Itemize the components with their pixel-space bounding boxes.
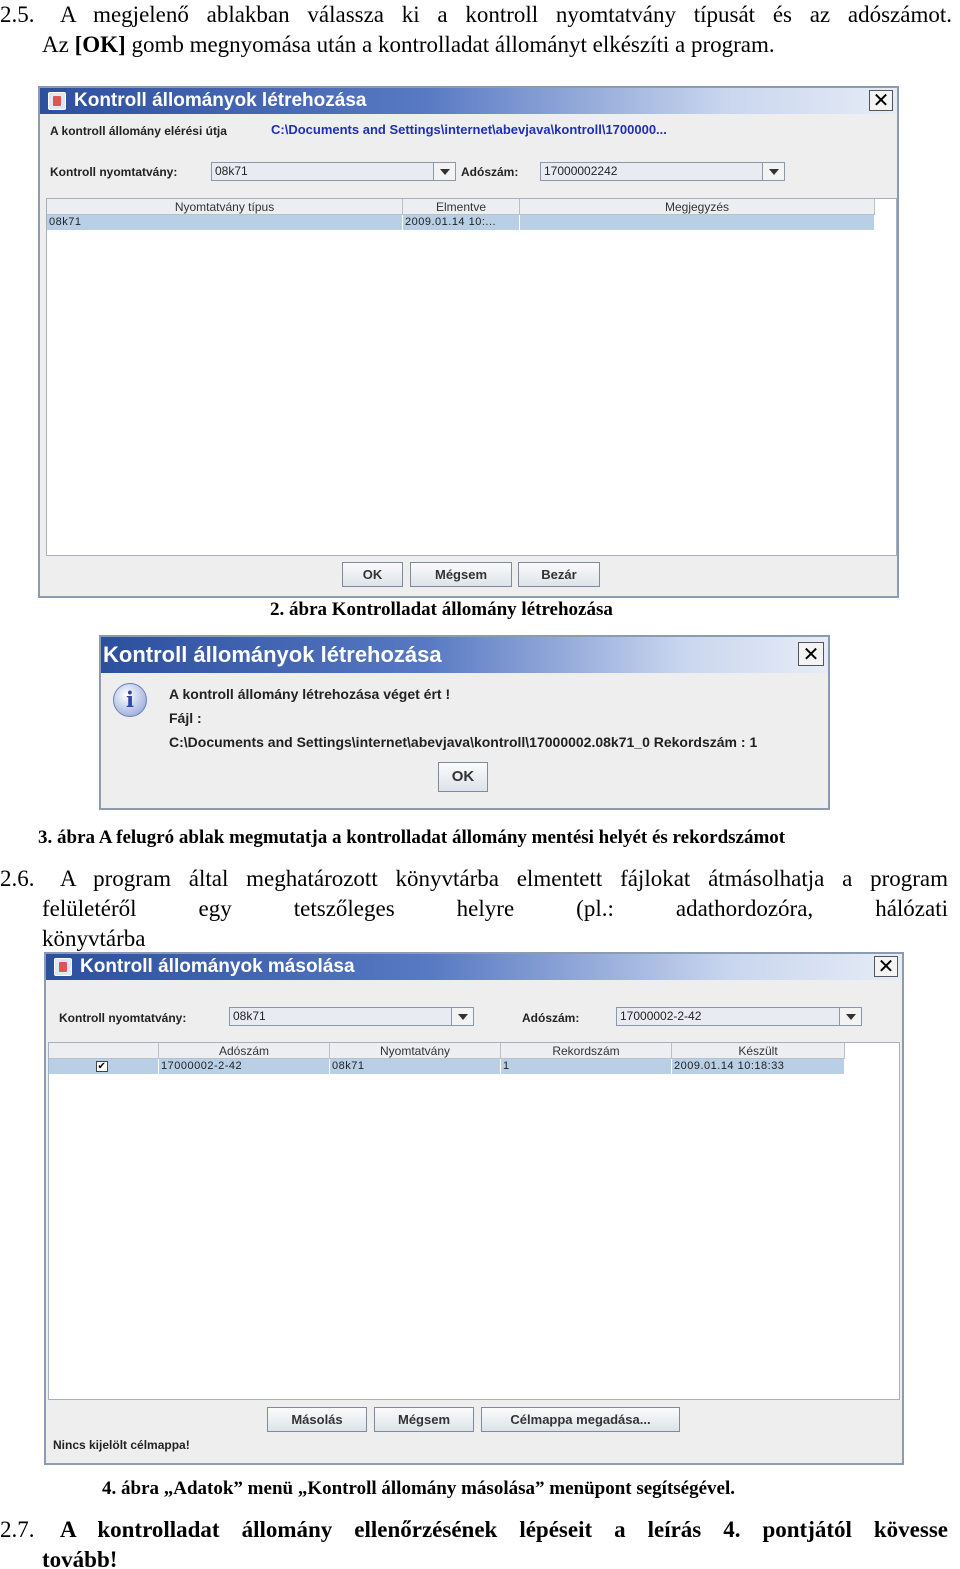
paragraph-number: 2.7.	[0, 1517, 35, 1542]
cancel-button[interactable]: Mégsem	[374, 1407, 474, 1432]
column-form-type[interactable]: Nyomtatvány típus	[47, 199, 403, 215]
close-dialog-button[interactable]: ✕	[798, 642, 824, 666]
cancel-button[interactable]: Mégsem	[410, 562, 512, 587]
table-row[interactable]: 08k71 2009.01.14 10:...	[47, 215, 875, 230]
row-checkbox[interactable]: ✔	[97, 1061, 107, 1072]
form-type-select[interactable]: 08k71	[229, 1007, 474, 1026]
select-target-folder-button[interactable]: Célmappa megadása...	[481, 1407, 680, 1432]
paragraph-2-7-line1: 2.7. A kontrolladat állomány ellenőrzésének lépéseit a leírás 4. pontjától kövesse	[0, 1515, 948, 1545]
figure-3-caption: 3. ábra A felugró ablak megmutatja a kontrolladat állomány mentési helyét és rekordszámot	[38, 827, 786, 848]
chevron-down-icon[interactable]	[451, 1008, 473, 1025]
message-line-3: C:\Documents and Settings\internet\abevjava\kontroll\17000002.08k71_0 Rekordszám : 1	[169, 734, 758, 750]
close-button[interactable]: Bezár	[518, 562, 600, 587]
message-line-2: Fájl :	[169, 710, 202, 726]
paragraph-2-6	[0, 864, 948, 954]
create-control-files-window	[38, 86, 899, 598]
tax-number-label: Adószám:	[461, 165, 519, 179]
window-title: Kontroll állományok másolása	[80, 956, 355, 977]
dialog-title: Kontroll állományok létrehozása	[103, 642, 442, 667]
column-form[interactable]: Nyomtatvány	[330, 1043, 501, 1059]
path-value: C:\Documents and Settings\internet\abevjava\kontroll\1700000...	[271, 122, 667, 137]
java-app-icon	[54, 958, 72, 976]
ok-button[interactable]: OK	[438, 762, 488, 792]
paragraph-2-7	[0, 1515, 948, 1569]
tax-number-select[interactable]: 17000002242	[540, 162, 785, 181]
dialog-titlebar	[101, 637, 828, 673]
tax-number-label: Adószám:	[522, 1011, 580, 1025]
paragraph-2-5	[0, 0, 952, 60]
paragraph-2-6-line2: felületéről egy tetszőleges helyre (pl.: adathordozóra, hálózati	[42, 896, 948, 921]
status-message: Nincs kijelölt célmappa!	[53, 1438, 190, 1452]
paragraph-2-6-line1: 2.6. A program által meghatározott könyvtárba elmentett fájlokat átmásolhatja a program	[0, 864, 948, 894]
ok-button[interactable]: OK	[342, 562, 403, 587]
table-row[interactable]: ✔ 17000002-2-42 08k71 1 2009.01.14 10:18:33	[49, 1059, 845, 1074]
column-tax-number[interactable]: Adószám	[159, 1043, 330, 1059]
chevron-down-icon[interactable]	[762, 163, 784, 180]
form-table	[46, 198, 897, 556]
paragraph-2-5-line1: 2.5. A megjelenő ablakban válassza ki a kontroll nyomtatvány típusát és az adószámot.	[0, 0, 952, 30]
window-titlebar	[46, 954, 902, 980]
chevron-down-icon[interactable]	[433, 163, 455, 180]
column-note[interactable]: Megjegyzés	[520, 199, 875, 215]
paragraph-number: 2.6.	[0, 866, 35, 891]
table-header	[49, 1043, 845, 1059]
window-titlebar	[40, 88, 897, 114]
path-label: A kontroll állomány elérési útja	[50, 124, 227, 138]
table-header	[47, 199, 875, 215]
paragraph-number: 2.5.	[0, 2, 35, 27]
files-table	[48, 1042, 900, 1400]
paragraph-2-6-line3: könyvtárba	[42, 926, 146, 951]
message-line-1: A kontroll állomány létrehozása véget ért !	[169, 686, 451, 702]
close-window-button[interactable]: ✕	[874, 956, 898, 977]
form-type-label: Kontroll nyomtatvány:	[50, 165, 178, 179]
copy-control-files-window	[44, 952, 904, 1465]
form-type-label: Kontroll nyomtatvány:	[59, 1011, 187, 1025]
copy-button[interactable]: Másolás	[267, 1407, 367, 1432]
figure-4-caption: 4. ábra „Adatok” menü „Kontroll állomány másolása” menüpont segítségével.	[102, 1478, 736, 1499]
figure-2-caption: 2. ábra Kontrolladat állomány létrehozása	[270, 599, 613, 620]
column-created[interactable]: Készült	[672, 1043, 845, 1059]
close-window-button[interactable]: ✕	[869, 90, 893, 111]
chevron-down-icon[interactable]	[839, 1008, 861, 1025]
paragraph-2-7-line2: tovább!	[42, 1547, 118, 1569]
column-select[interactable]	[49, 1043, 159, 1059]
column-saved[interactable]: Elmentve	[403, 199, 520, 215]
result-dialog	[99, 635, 830, 810]
form-type-select[interactable]: 08k71	[211, 162, 456, 181]
window-title: Kontroll állományok létrehozása	[74, 90, 367, 111]
tax-number-select[interactable]: 17000002-2-42	[616, 1007, 862, 1026]
column-record-count[interactable]: Rekordszám	[501, 1043, 672, 1059]
info-icon: i	[113, 683, 147, 717]
java-app-icon	[48, 92, 66, 110]
paragraph-2-5-line2: Az [OK] gomb megnyomása után a kontrolladat állományt elkészíti a program.	[42, 32, 775, 57]
